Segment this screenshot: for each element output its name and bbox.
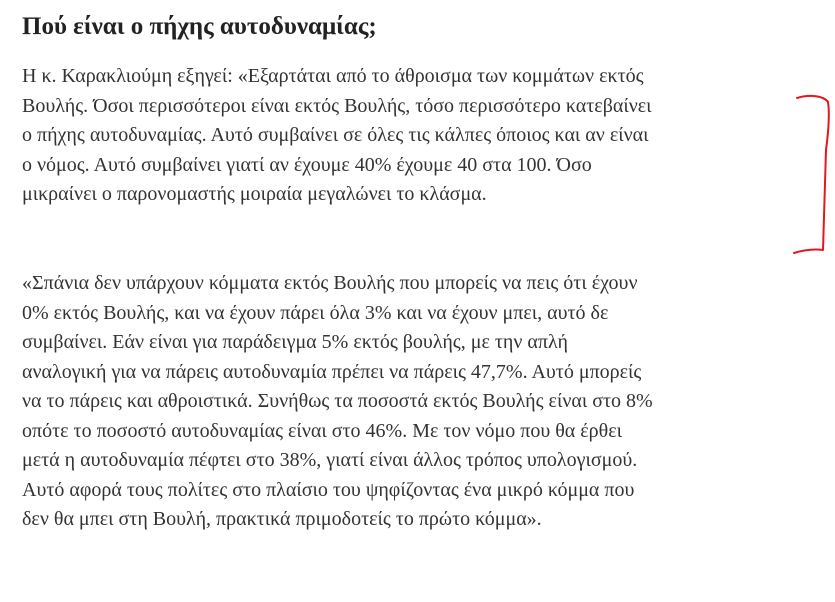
paragraph-1 bbox=[22, 62, 652, 210]
paragraph-line: 0% εκτός Βουλής, και να έχουν πάρει όλα 3% και να έχουν μπει, αυτό δε bbox=[22, 301, 609, 324]
paragraph-line: ο νόμος. Αυτό συμβαίνει γιατί αν έχουμε 40% έχουμε 40 στα 100. Όσο bbox=[22, 153, 592, 176]
paragraph-line: δεν θα μπει στη Βουλή, πρακτικά πριμοδοτείς το πρώτο κόμμα». bbox=[22, 508, 542, 530]
paragraph-line: Βουλής. Όσοι περισσότεροι είναι εκτός Βουλής, τόσο περισσότερο κατεβαίνει bbox=[22, 94, 652, 117]
paragraph-line: συμβαίνει. Εάν είναι για παράδειγμα 5% εκτός βουλής, με την απλή bbox=[22, 331, 568, 353]
paragraph-line: μετά η αυτοδυναμία πέφτει στο 38%, γιατί είναι άλλος τρόπος υπολογισμού. bbox=[22, 449, 638, 471]
paragraph-2 bbox=[22, 269, 653, 535]
paragraph-line: μικραίνει ο παρονομαστής μοιραία μεγαλώνει το κλάσμα. bbox=[22, 183, 487, 205]
paragraph-line: Η κ. Καρακλιούμη εξηγεί: «Εξαρτάται από το άθροισμα των κομμάτων εκτός bbox=[22, 65, 644, 87]
paragraph-line: αναλογική για να πάρεις αυτοδυναμία πρέπει να πάρεις 47,7%. Αυτό μπορείς bbox=[22, 360, 642, 383]
red-bracket-annotation bbox=[790, 90, 835, 260]
paragraph-line: «Σπάνια δεν υπάρχουν κόμματα εκτός Βουλής που μπορείς να πεις ότι έχουν bbox=[22, 272, 638, 294]
red-bracket-stroke bbox=[794, 96, 829, 253]
paragraph-line: Αυτό αφορά τους πολίτες στο πλαίσιο του ψηφίζοντας ένα μικρό κόμμα που bbox=[22, 478, 635, 501]
paragraph-line: οπότε το ποσοστό αυτοδυναμίας είναι στο 46%. Με τον νόμο που θα έρθει bbox=[22, 419, 623, 442]
paragraph-line: να το πάρεις και αθροιστικά. Συνήθως τα ποσοστά εκτός Βουλής είναι στο 8% bbox=[22, 390, 653, 412]
paragraph-line: ο πήχης αυτοδυναμίας. Αυτό συμβαίνει σε όλες τις κάλπες όποιος και αν είναι bbox=[22, 124, 649, 146]
section-heading: Πού είναι ο πήχης αυτοδυναμίας; bbox=[22, 13, 377, 40]
